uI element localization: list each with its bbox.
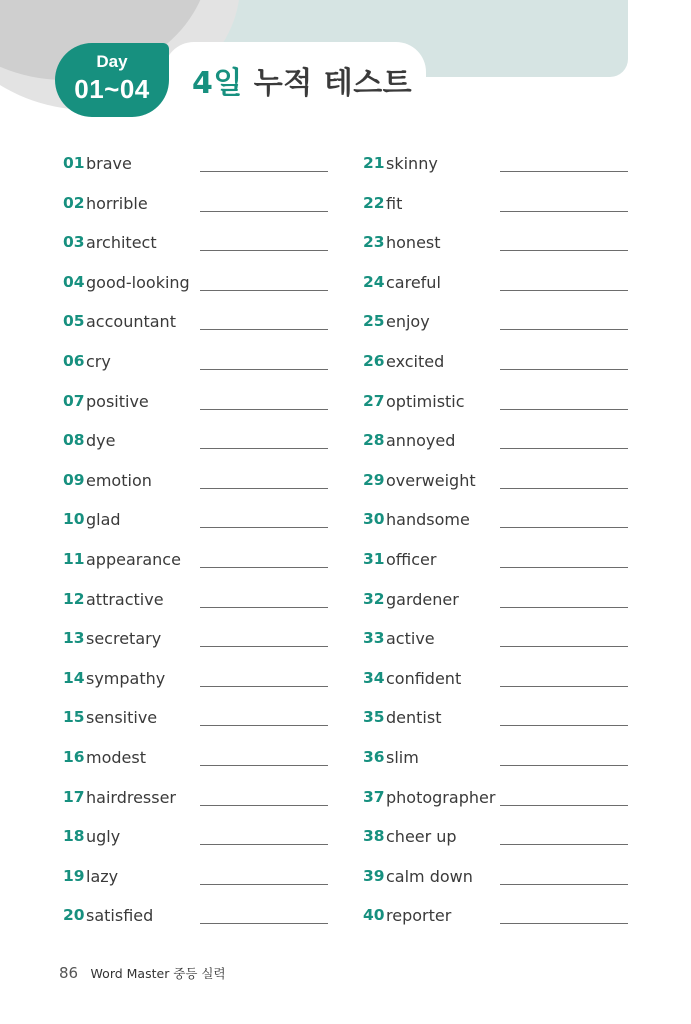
title-accent: 4일 (192, 66, 243, 101)
word-text: sympathy (86, 668, 166, 688)
word-row (363, 500, 628, 540)
word-row (363, 619, 628, 659)
word-row (63, 382, 328, 422)
word-number: 02 (63, 193, 85, 212)
answer-blank[interactable] (200, 923, 328, 924)
page-title (192, 58, 413, 101)
word-row (363, 382, 628, 422)
word-number: 30 (363, 510, 385, 529)
word-row (63, 540, 328, 580)
word-number: 34 (363, 668, 385, 687)
answer-blank[interactable] (500, 884, 628, 885)
word-text: cheer up (386, 827, 457, 847)
word-number: 33 (363, 629, 385, 648)
word-row (63, 659, 328, 699)
answer-blank[interactable] (200, 884, 328, 885)
answer-blank[interactable] (200, 725, 328, 726)
word-text: excited (386, 351, 445, 371)
word-number: 23 (363, 233, 385, 252)
word-row (63, 500, 328, 540)
answer-blank[interactable] (200, 527, 328, 528)
word-number: 20 (63, 906, 85, 925)
word-number: 03 (63, 233, 85, 252)
word-number: 01 (63, 154, 85, 172)
word-number: 39 (363, 866, 385, 885)
answer-blank[interactable] (200, 567, 328, 568)
word-number: 15 (63, 708, 85, 727)
word-number: 21 (363, 154, 385, 172)
word-row (363, 698, 628, 738)
answer-blank[interactable] (500, 448, 628, 449)
answer-blank[interactable] (200, 171, 328, 172)
word-column-right (363, 144, 628, 936)
word-text: emotion (86, 470, 152, 490)
word-text: optimistic (386, 391, 465, 411)
word-text: confident (386, 668, 462, 688)
word-row (363, 540, 628, 580)
word-number: 18 (63, 827, 85, 846)
word-number: 28 (363, 431, 385, 450)
word-row (363, 302, 628, 342)
word-text: enjoy (386, 312, 430, 332)
word-text: officer (386, 549, 437, 569)
answer-blank[interactable] (200, 646, 328, 647)
answer-blank[interactable] (200, 211, 328, 212)
word-text: accountant (86, 312, 176, 332)
word-number: 27 (363, 391, 385, 410)
word-row (363, 461, 628, 501)
word-text: fit (386, 193, 403, 213)
answer-blank[interactable] (500, 844, 628, 845)
word-row (363, 580, 628, 620)
answer-blank[interactable] (500, 607, 628, 608)
answer-blank[interactable] (500, 527, 628, 528)
answer-blank[interactable] (200, 844, 328, 845)
answer-blank[interactable] (500, 171, 628, 172)
word-number: 04 (63, 272, 85, 291)
word-text: slim (386, 747, 419, 767)
word-text: secretary (86, 629, 162, 649)
word-number: 17 (63, 787, 85, 806)
word-number: 11 (63, 549, 85, 568)
word-row (63, 580, 328, 620)
word-text: overweight (386, 470, 476, 490)
word-row (363, 817, 628, 857)
word-text: dentist (386, 708, 442, 728)
word-row (63, 857, 328, 897)
word-row (63, 817, 328, 857)
word-number: 22 (363, 193, 385, 212)
word-number: 31 (363, 549, 385, 568)
word-text: photographer (386, 787, 496, 807)
answer-blank[interactable] (500, 329, 628, 330)
word-number: 13 (63, 629, 85, 648)
word-row (63, 302, 328, 342)
answer-blank[interactable] (500, 765, 628, 766)
answer-blank[interactable] (200, 765, 328, 766)
word-row (63, 698, 328, 738)
page-number: 86 (59, 964, 79, 982)
word-text: dye (86, 431, 116, 451)
word-text: glad (86, 510, 121, 530)
word-row (363, 857, 628, 897)
word-number: 37 (363, 787, 385, 806)
word-text: horrible (86, 193, 148, 213)
word-row (63, 738, 328, 778)
word-row (63, 778, 328, 818)
word-row (363, 738, 628, 778)
word-text: calm down (386, 866, 473, 886)
word-row (363, 223, 628, 263)
word-number: 25 (363, 312, 385, 331)
word-text: modest (86, 747, 146, 767)
word-text: sensitive (86, 708, 158, 728)
answer-blank[interactable] (200, 290, 328, 291)
word-text: skinny (386, 154, 438, 173)
answer-blank[interactable] (500, 725, 628, 726)
word-number: 16 (63, 747, 85, 766)
word-number: 36 (363, 747, 385, 766)
word-text: positive (86, 391, 149, 411)
day-label: Day (96, 52, 128, 71)
word-text: honest (386, 233, 441, 253)
word-text: appearance (86, 549, 181, 569)
day-badge (55, 43, 169, 117)
word-text: brave (86, 154, 132, 173)
answer-blank[interactable] (500, 250, 628, 251)
word-number: 08 (63, 431, 85, 450)
word-number: 06 (63, 351, 85, 370)
word-text: annoyed (386, 431, 456, 451)
word-row (63, 421, 328, 461)
word-row (363, 184, 628, 224)
word-row (363, 144, 628, 184)
word-number: 35 (363, 708, 385, 727)
word-text: hairdresser (86, 787, 177, 807)
book-title: Word Master 중등 실력 (90, 966, 226, 981)
answer-blank[interactable] (500, 567, 628, 568)
answer-blank[interactable] (200, 448, 328, 449)
answer-blank[interactable] (200, 329, 328, 330)
word-text: ugly (86, 827, 121, 847)
answer-blank[interactable] (500, 211, 628, 212)
word-number: 40 (363, 906, 385, 925)
answer-blank[interactable] (500, 805, 628, 806)
answer-blank[interactable] (200, 488, 328, 489)
word-number: 14 (63, 668, 85, 687)
word-text: reporter (386, 906, 452, 926)
word-number: 05 (63, 312, 85, 331)
word-text: attractive (86, 589, 164, 609)
word-text: careful (386, 272, 441, 292)
answer-blank[interactable] (500, 923, 628, 924)
word-text: good-looking (86, 272, 190, 292)
word-text: architect (86, 233, 157, 253)
answer-blank[interactable] (200, 250, 328, 251)
answer-blank[interactable] (500, 290, 628, 291)
word-row (63, 896, 328, 936)
word-number: 10 (63, 510, 85, 529)
answer-blank[interactable] (500, 488, 628, 489)
answer-blank[interactable] (200, 686, 328, 687)
title-rest: 누적 테스트 (242, 66, 413, 101)
answer-blank[interactable] (500, 646, 628, 647)
answer-blank[interactable] (200, 805, 328, 806)
word-number: 09 (63, 470, 85, 489)
word-row (63, 184, 328, 224)
word-row (63, 619, 328, 659)
word-number: 07 (63, 391, 85, 410)
day-range: 01~04 (74, 74, 150, 104)
word-text: active (386, 629, 435, 649)
word-row (63, 461, 328, 501)
word-text: satisfied (86, 906, 154, 926)
word-number: 24 (363, 272, 385, 291)
word-text: gardener (386, 589, 459, 609)
answer-blank[interactable] (500, 409, 628, 410)
word-row (63, 263, 328, 303)
word-row (363, 342, 628, 382)
answer-blank[interactable] (200, 369, 328, 370)
word-text: cry (86, 351, 111, 371)
page-footer (59, 964, 226, 983)
answer-blank[interactable] (500, 686, 628, 687)
word-row (63, 144, 328, 184)
word-row (63, 342, 328, 382)
word-number: 38 (363, 827, 385, 846)
word-number: 26 (363, 351, 385, 370)
answer-blank[interactable] (500, 369, 628, 370)
word-text: lazy (86, 866, 119, 886)
word-number: 32 (363, 589, 385, 608)
word-row (363, 263, 628, 303)
word-text: handsome (386, 510, 470, 530)
word-number: 12 (63, 589, 85, 608)
word-row (363, 896, 628, 936)
answer-blank[interactable] (200, 607, 328, 608)
word-number: 19 (63, 866, 85, 885)
word-row (63, 223, 328, 263)
word-column-left (63, 144, 328, 936)
word-row (363, 421, 628, 461)
word-row (363, 659, 628, 699)
answer-blank[interactable] (200, 409, 328, 410)
word-number: 29 (363, 470, 385, 489)
word-row (363, 778, 628, 818)
